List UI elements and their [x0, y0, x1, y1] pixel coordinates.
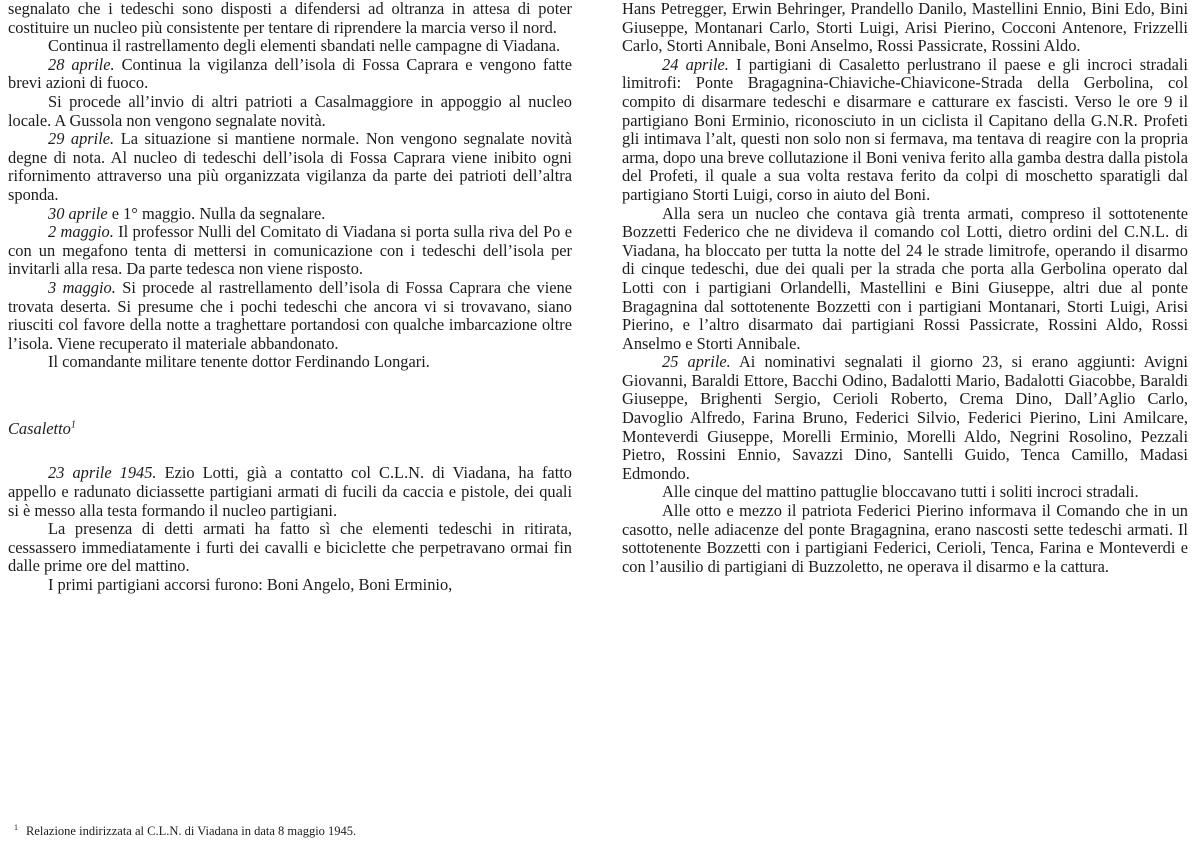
section-title: [8, 420, 572, 439]
left-column: [8, 0, 572, 595]
paragraph: La presenza di detti armati ha fatto sì che elementi tedeschi in ritirata, cessassero immediatamente i furti dei cavalli e biciclette che perpetravano ormai fin dalle prime ore del mattino.: [8, 519, 572, 576]
paragraph-text: e 1° maggio. Nulla da segnalare.: [107, 203, 326, 223]
paragraph-text: Ai nominativi segnalati il giorno 23, si erano aggiunti: Avigni Giovanni, Baraldi Ettore, Bacchi Odino, Badalotti Mario, Badalotti Giacobbe, Baraldi Giuseppe, Brighenti Sergio, Cerioli Roberto, Crema Dino, Dall’Aglio Carlo, Davoglio Alfredo, Farina Bruno, Federici Silvio, Federici Pierino, Lini Amilcare, Monteverdi Giuseppe, Morelli Erminio, Morelli Aldo, Negrini Rosolino, Pezzali Pietro, Rossini Ennio, Savazzi Dino, Santelli Guido, Tenca Camillo, Madasi Edmondo.: [622, 352, 1188, 483]
paragraph-text: I partigiani di Casaletto perlustrano il paese e gli incroci stradali limitrofi: Ponte Bragagnina-Chiaviche-Chiavicone-Strada della Gerbolina, col compito di disarmare tedeschi e disarmare e catturare ex fascisti. Verso le ore 9 il partigiano Boni Erminio, riconosciuto in un ciclista il Capitano della G.N.R. Profeti gli intimava l’alt, questi non solo non si fermava, ma tentava di reagire con la propria arma, dopo una breve collutazione il Boni veniva ferito alla gamba destra dalla pistola del Profeti, il quale a sua volta restava ferito da colpi di moschetto sparatigli dal partigiano Storti Luigi, corso in aiuto del Boni.: [622, 54, 1188, 204]
paragraph-text: Continua la vigilanza dell’isola di Fossa Caprara e vengono fatte brevi azioni di fuoco.: [8, 54, 572, 93]
paragraph: Hans Petregger, Erwin Behringer, Prandello Danilo, Mastellini Ennio, Bini Edo, Bini Giuseppe, Montanari Carlo, Storti Luigi, Arisi Pierino, Cocconi Antenore, Frizzelli Carlo, Storti Annibale, Boni Anselmo, Rossi Passicrate, Rossini Aldo.: [622, 0, 1188, 56]
date-label: 29 aprile.: [48, 129, 115, 149]
paragraph-text: Ezio Lotti, già a contatto col C.L.N. di Viadana, ha fatto appello e radunato diciassette partigiani armati di fucili da caccia e pistole, dei quali si è messo alla testa formando il nucleo partigiani.: [8, 463, 572, 520]
paragraph: segnalato che i tedeschi sono disposti a difendersi ad oltranza in attesa di poter costituire un nucleo più consistente per tentare di riprendere la marcia verso il nord.: [8, 0, 572, 37]
paragraph: [622, 353, 1188, 483]
paragraph: [8, 130, 572, 204]
paragraph: Si procede all’invio di altri patrioti a Casalmaggiore in appoggio al nucleo locale. A Gussola non vengono segnalate novità.: [8, 91, 572, 130]
date-label: 3 maggio.: [48, 277, 116, 297]
date-label: 2 maggio.: [48, 222, 114, 242]
paragraph: Alla sera un nucleo che contava già trenta armati, compreso il sottotenente Bozzetti Federico che ne divideva il comando col Lotti, dietro ordini del C.N.L. di Viadana, ha bloccato per tutta la notte del 24 le strade limitrofe, operando il disarmo di cinque tedeschi, due dei quali per la strada che porta alla Gerbolina operato dal Lotti con i partigiani Orlandelli, Mastellini e Bini Giuseppe, altri due al ponte Bragagnina dal sottotenente Bozzetti con i partigiani Montanari, Storti Luigi, Arisi Pierino, e l’altro disarmato dai partigiani Rossi Passicrate, Rossini Aldo, Rossi Anselmo e Storti Annibale.: [622, 203, 1188, 353]
paragraph: I primi partigiani accorsi furono: Boni Angelo, Boni Erminio,: [48, 575, 453, 595]
paragraph: [8, 56, 572, 93]
paragraph-text: Il professor Nulli del Comitato di Viadana si porta sulla riva del Po e con un megafono tenta di mettersi in comunicazione con i tedeschi dell’isola per invitarli alla resa. Da parte tedesca non viene risposto.: [8, 222, 572, 279]
footnote-mark: 1: [14, 822, 18, 832]
paragraph: Continua il rastrellamento degli elementi sbandati nelle campagne di Viadana.: [48, 36, 561, 56]
paragraph: Alle cinque del mattino pattuglie bloccavano tutti i soliti incroci stradali.: [662, 482, 1139, 502]
footnote-reference[interactable]: 1: [70, 419, 76, 431]
signature-line: Il comandante militare tenente dottor Ferdinando Longari.: [48, 352, 430, 372]
paragraph: [8, 223, 572, 279]
footnote: [14, 824, 574, 839]
paragraph: Alle otto e mezzo il patriota Federici Pierino informava il Comando che in un casotto, nelle adiacenze del ponte Bragagnina, erano nascosti sette tedeschi armati. Il sottotenente Bozzetti con i partigiani Federici, Cerioli, Tenca, Farina e Monteverdi e con l’ausilio di partigiani di Buzzoletto, ne operava il disarmo e la cattura.: [622, 501, 1188, 576]
date-label: 28 aprile.: [48, 54, 115, 74]
section-title-text: Casaletto: [8, 418, 71, 438]
paragraph: [8, 279, 572, 353]
paragraph: [8, 205, 572, 224]
paragraph: [622, 56, 1188, 205]
right-column: [622, 0, 1188, 576]
paragraph-text: Si procede al rastrellamento dell’isola di Fossa Caprara che viene trovata deserta. Si presume che i pochi tedeschi che ancora vi si trovavano, siano riusciti col favore della notte a traghettare portandosi con qualche imbarcazione oltre l’isola. Viene recuperato il materiale abbandonato.: [8, 277, 572, 353]
paragraph-text: La situazione si mantiene normale. Non vengono segnalate novità degne di nota. Al nucleo di tedeschi dell’isola di Fossa Caprara viene inibito ogni rifornimento attraverso una più organizzata vigilanza da parte dei patrioti dell’altra sponda.: [8, 129, 572, 204]
date-label: 23 aprile 1945.: [48, 463, 157, 483]
date-label: 30 aprile: [48, 203, 108, 223]
date-label: 25 aprile.: [662, 352, 731, 372]
footnote-text: Relazione indirizzata al C.L.N. di Viadana in data 8 maggio 1945.: [26, 824, 357, 838]
paragraph: [8, 464, 572, 520]
date-label: 24 aprile.: [662, 54, 729, 74]
